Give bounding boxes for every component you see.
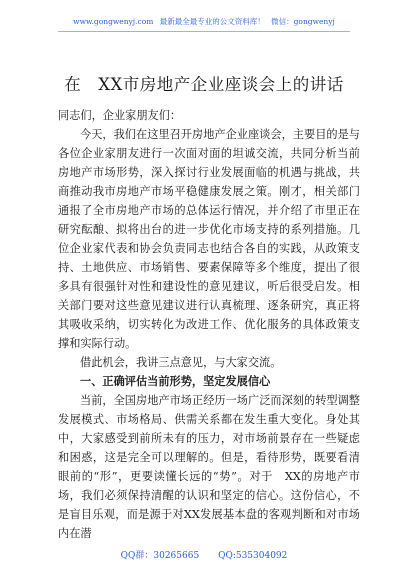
paragraph-intro: 今天，我们在这里召开房地产企业座谈会，主要目的是与各位企业家朋友进行一次面对面的坦诚交流，共同分析当前房地产市场形势，深入探讨行业发展面临的机遇与挑战，共商推动我市房地产市场平稳健康发展之策。刚才，相关部门通报了全市房地产市场的总体运行情况，并介绍了市里正在研究酝酿、拟将出台的进一步优化市场支持的系列措施。几位企业家代表和协会负责同志也结合各自的实践，从政策支持、土地供应、市场销售、要素保障等多个维度，提出了很多具有很强针对性和建设性的意见建议，听后很受启发。相关部门要对这些意见建议进行认真梳理、逐条研究，真正将其吸收采纳，切实转化为改进工作、优化服务的具体政策支撑和实际行动。 — [58, 128, 360, 350]
footer-qq: QQ:535304092 — [218, 551, 288, 561]
paragraph-transition: 借此机会，我讲三点意见，与大家交流。 — [80, 356, 282, 369]
header-slogan: 最新最全最专业的公文资料库！ — [159, 17, 265, 26]
salutation: 同志们，企业家朋友们： — [58, 109, 182, 122]
header-wechat: 微信：gongwenyj — [271, 17, 335, 26]
footer-qq-group: QQ群：30265665 — [120, 551, 200, 561]
site-footer — [0, 548, 408, 561]
document-body — [58, 106, 360, 543]
paragraph-section-1: 当前，全国房地产市场正经历一场广泛而深刻的转型调整发展模式、市场格局、供需关系都在发生重大变化。身处其中，大家感受到前所未有的压力，对市场前景存在一些疑虑和困惑，这是完全可以理解的。但是，看待形势，既要看清眼前的“形”，更要读懂长远的“势”。对于 XX的房地产市场，我们必须保持清醒的认识和坚定的信心。这份信心，不是盲目乐观，而是源于对XX发展基本盘的客观判断和对市场内在潜 — [58, 394, 360, 540]
section-heading: 一、正确评估当前形势，坚定发展信心 — [80, 374, 271, 388]
page-title: 在 XX市房地产企业座谈会上的讲话 — [64, 75, 344, 94]
header-site-link[interactable]: www.gongwenyj.com — [73, 17, 154, 26]
site-header — [58, 16, 350, 32]
